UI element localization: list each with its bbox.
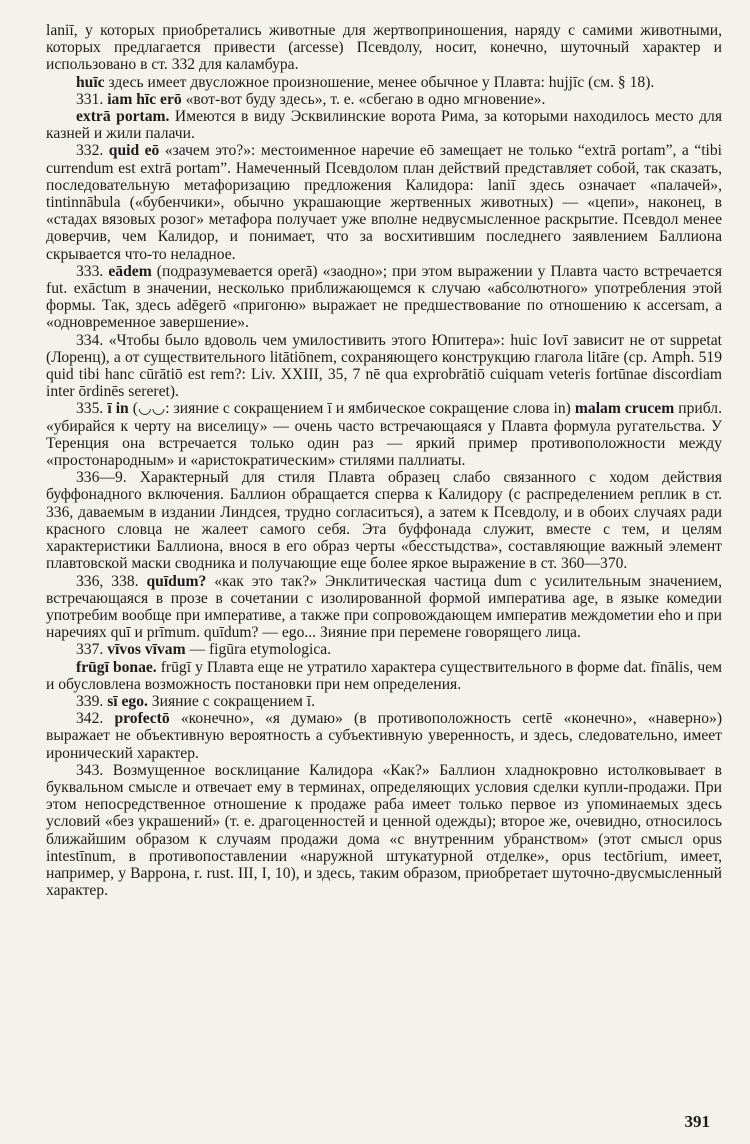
lemma-text: malam crucem: [574, 400, 675, 418]
commentary-paragraph: [46, 693, 722, 710]
lemma-text: iam hīc erō: [107, 90, 182, 108]
commentary-paragraph: [46, 762, 722, 900]
commentary-paragraph: [46, 22, 722, 74]
commentary-paragraph: [46, 332, 722, 401]
paragraph-text: 335.: [76, 400, 108, 418]
paragraph-text: 334. «Чтобы было вдоволь чем умилостивить этого Юпитера»: huic Iovī зависит не от suppetat (Лоренц), а от существительного litātiōnem, сохраняющего конструкцию глагола litāre (ср. Amph. 519 quid tibi hanc cūrātiō est rem?: Liv. XXIII, 35, 7 nē qua exprobrātiō cuiquam veteris fortūnae discordiam inter ōrdinēs sereret).: [46, 331, 722, 401]
commentary-paragraph: [46, 573, 722, 642]
commentary-paragraph: [46, 469, 722, 572]
commentary-paragraph: [46, 142, 722, 262]
commentary-paragraph: [46, 91, 722, 108]
paragraph-text: Зияние с сокращением ī.: [147, 692, 316, 710]
commentary-paragraph: [46, 108, 722, 142]
lemma-text: quid eō: [108, 142, 160, 160]
paragraph-text: 333.: [76, 262, 109, 280]
paragraph-text: «конечно», «я думаю» (в противоположность certē «конечно», «наверно») выражает не объективную вероятность а субъективную уверенность, и здесь, следовательно, имеет иронический характер.: [46, 710, 723, 762]
paragraph-text: Имеются в виду Эсквилинские ворота Рима, за которыми находилось место для казней и жили палачи.: [46, 108, 722, 143]
paragraph-text: 336, 338.: [76, 572, 147, 590]
lemma-text: extrā portam.: [76, 108, 170, 126]
paragraph-text: 339.: [76, 692, 108, 710]
lemma-text: huīc: [76, 73, 105, 91]
lemma-text: profectō: [114, 710, 170, 728]
commentary-paragraph: [46, 659, 722, 693]
lemma-text: ī in: [107, 400, 129, 418]
paragraph-text: frūgī у Плавта еще не утратило характера существительного в форме dat. fīnālis, чем и обусловлена возможность постановки при нем определения.: [46, 658, 722, 693]
commentary-paragraph: [46, 263, 722, 332]
commentary-paragraph: [46, 710, 722, 762]
lemma-text: sī ego.: [107, 692, 148, 710]
paragraph-text: 331.: [76, 90, 108, 108]
paragraph-text: прибл. «убирайся к черту на виселицу» — очень часто встречающаяся у Плавта формула ругательства. У Теренция она встречается только один раз — яркий пример противоположности между «простонародным» и «аристократическим» стилями паллиаты.: [46, 400, 722, 470]
paragraph-text: laniī, у которых приобретались животные для жертвоприношения, наряду с самими животными, которых предлагается привести (arcesse) Псевдолу, носит, конечно, шуточный характер и использовано в ст. 332 для каламбура.: [46, 22, 722, 74]
paragraph-text: 332.: [76, 142, 109, 160]
paragraph-text: «вот-вот буду здесь», т. е. «сбегаю в одно мгновение».: [181, 90, 546, 108]
lemma-text: vīvos vīvam: [107, 641, 186, 659]
commentary-paragraph: [46, 400, 722, 469]
commentary-text: [46, 22, 722, 899]
commentary-paragraph: [46, 641, 722, 658]
paragraph-text: здесь имеет двусложное произношение, менее обычное у Плавта: hujjīc (см. § 18).: [104, 73, 655, 91]
paragraph-text: «как это так?» Энклитическая частица dum с усилительным значением, встречающаяся в прозе в сочетании с изолированной формой императива age, в языке комедии употребим вообще при императиве, а также при сопровождающем императив междометии eho и при наречиях quī и prīmum. quīdum? — ego... Зияние при перемене говорящего лица.: [46, 572, 723, 642]
lemma-text: eādem: [108, 262, 152, 280]
paragraph-text: 336—9. Характерный для стиля Плавта образец слабо связанного с ходом действия буффонадного включения. Баллион обращается сперва к Калидору (с распределением реплик в ст. 336, даваемым в издании Линдсея, трудно согласиться), а затем к Псевдолу, и в обоих случаях ради красного словца не жалеет самого себя. Эта буффонада служит, вместе с тем, и целям характеристики Баллиона, внося в его образ черты «бесстыдства», составляющие важный элемент плавтовской маски сводника и получающие еще более яркое выражение в ст. 360—370.: [46, 469, 722, 573]
paragraph-text: (подразумевается operā) «заодно»; при этом выражении у Плавта часто встречается fut. exāctum в значении, несколько приближающемся к случаю «абсолютного» употребления этой формы. Так, здесь adēgerō «пригоню» выражает не предшествование по отношению к accersam, а «одновременное завершение».: [46, 262, 723, 332]
page-number: 391: [684, 1112, 710, 1131]
paragraph-text: 343. Возмущенное восклицание Калидора «Как?» Баллион хладнокровно истолковывает в буквальном смысле и отвечает ему в терминах, определяющих условия сделки купли-продажи. При этом непосредственное отношение к продаже раба имеет только первое из упоминаемых здесь условий «без украшений» (т. е. драгоценностей и ценной одежды); второе же, очевидно, относилось ближайшим образом к случаям продажи дома «с внутренним убранством» (этот смысл opus intestīnum, в противопоставлении «наружной штукатурной отделке», opus tectōrium, имеет, например, у Варрона, r. rust. III, I, 10), и здесь, таким образом, приобретает шуточно-двусмысленный характер.: [46, 761, 722, 900]
paragraph-text: — figūra etymologica.: [185, 641, 332, 659]
lemma-text: frūgī bonae.: [76, 658, 157, 676]
paragraph-text: 342.: [76, 710, 115, 728]
paragraph-text: 337.: [76, 641, 108, 659]
commentary-paragraph: [46, 74, 722, 91]
paragraph-text: (◡◡: зияние с сокращением ī и ямбическое сокращение слова in): [128, 400, 575, 418]
paragraph-text: «зачем это?»: местоименное наречие eō замещает не только “extrā portam”, а “tibi currendum est extrā portam”. Намеченный Псевдолом план действий представляет собой, так сказать, последовательную метафоризацию предложения Калидора: laniī здесь означает «палачей», tintinnābula («бубенчики», обычно украшающие жертвенных животных) — «цепи», наконец, в «стадах вязовых розог» метафора получает уже вполне недвусмысленное раскрытие. Псевдол менее доверчив, чем Калидор, и понимает, что за восхитившим последнего заявлением Баллиона скрывается что-то неладное.: [46, 142, 723, 263]
lemma-text: quīdum?: [146, 572, 207, 590]
